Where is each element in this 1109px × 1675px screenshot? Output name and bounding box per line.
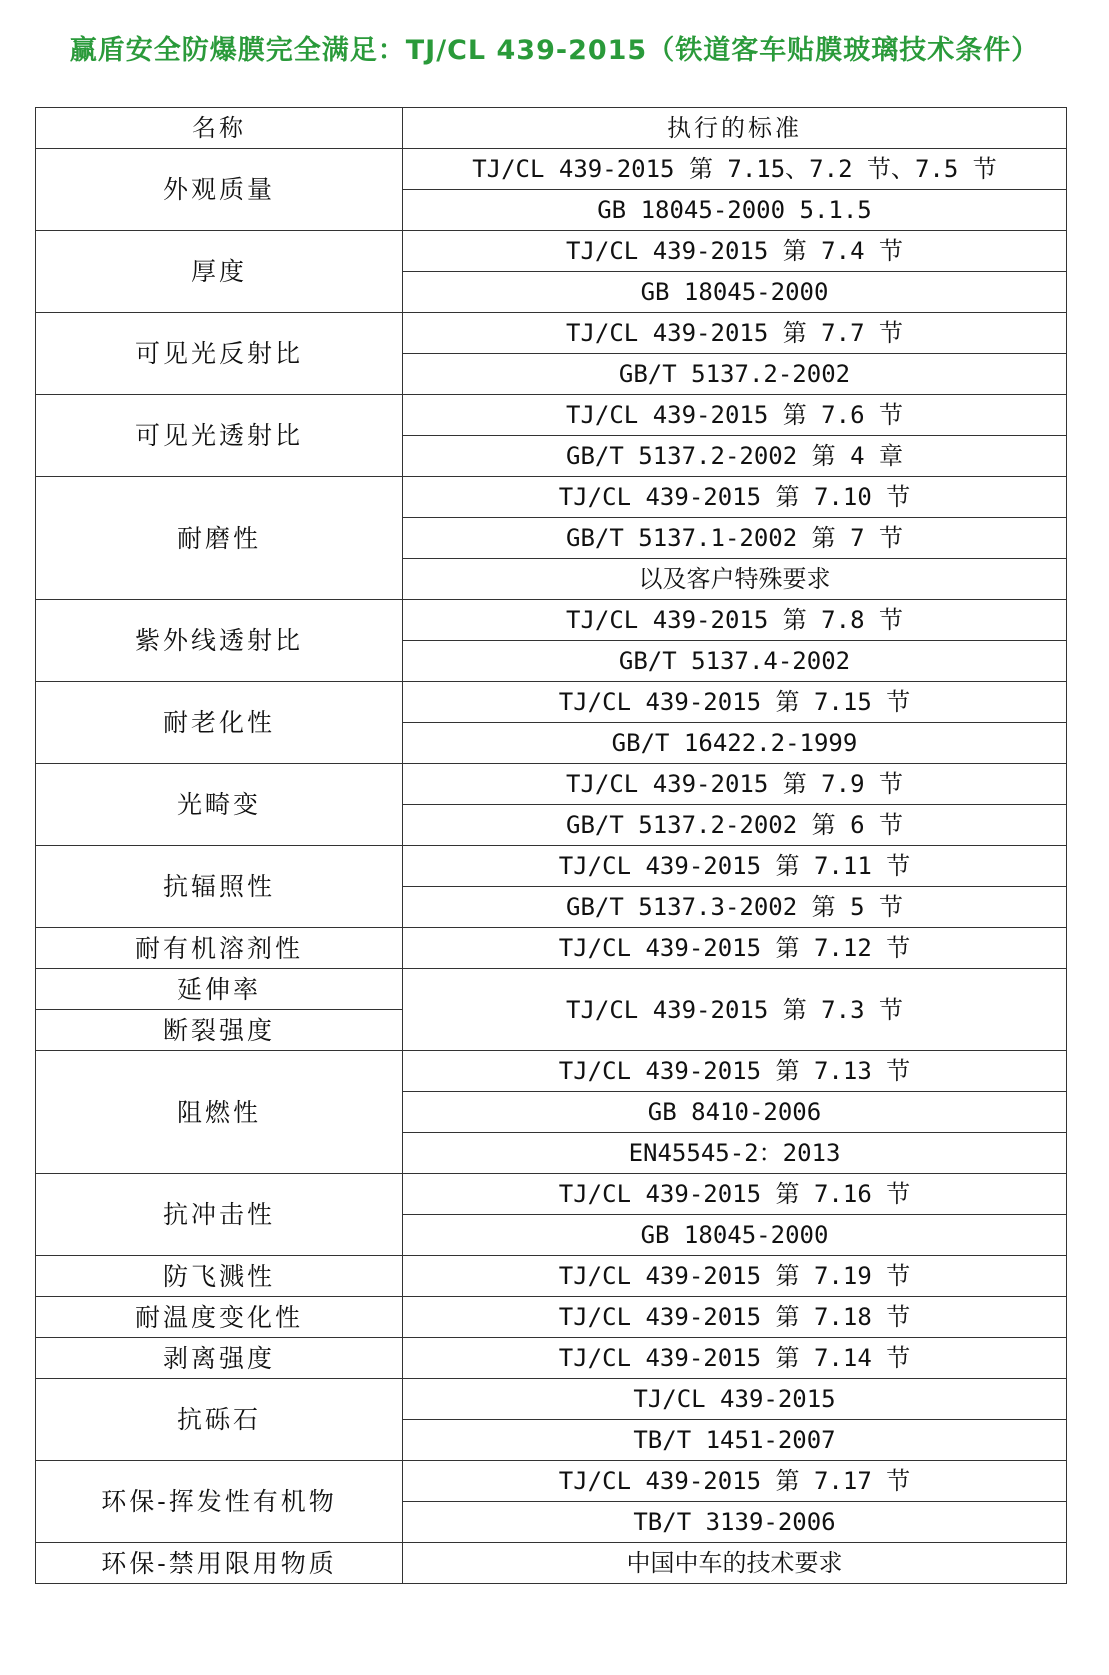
item-name: 剥离强度 — [36, 1338, 403, 1379]
table-row — [36, 1379, 1067, 1420]
item-name: 耐有机溶剂性 — [36, 928, 403, 969]
standards-table — [35, 107, 1067, 1584]
header-name: 名称 — [36, 108, 403, 149]
table-row — [36, 928, 1067, 969]
item-name: 光畸变 — [36, 764, 403, 846]
item-standard: TJ/CL 439-2015 第 7.16 节 — [403, 1174, 1067, 1215]
item-name: 阻燃性 — [36, 1051, 403, 1174]
table-row — [36, 1338, 1067, 1379]
item-standard: TJ/CL 439-2015 第 7.19 节 — [403, 1256, 1067, 1297]
table-row — [36, 1543, 1067, 1584]
item-name: 抗砾石 — [36, 1379, 403, 1461]
item-standard: TJ/CL 439-2015 第 7.9 节 — [403, 764, 1067, 805]
table-row — [36, 846, 1067, 887]
item-name: 厚度 — [36, 231, 403, 313]
table-row — [36, 969, 1067, 1010]
standards-table-body — [36, 108, 1067, 1584]
item-name: 环保-禁用限用物质 — [36, 1543, 403, 1584]
table-row — [36, 1297, 1067, 1338]
item-standard: TB/T 3139-2006 — [403, 1502, 1067, 1543]
table-row — [36, 395, 1067, 436]
item-name: 外观质量 — [36, 149, 403, 231]
item-standard: EN45545-2：2013 — [403, 1133, 1067, 1174]
item-name: 防飞溅性 — [36, 1256, 403, 1297]
item-standard: TJ/CL 439-2015 第 7.15 节 — [403, 682, 1067, 723]
table-row — [36, 313, 1067, 354]
item-standard: GB/T 5137.1-2002 第 7 节 — [403, 518, 1067, 559]
item-standard: GB/T 5137.2-2002 — [403, 354, 1067, 395]
table-row — [36, 682, 1067, 723]
item-standard: GB 8410-2006 — [403, 1092, 1067, 1133]
table-row — [36, 1461, 1067, 1502]
table-row — [36, 1051, 1067, 1092]
header-standard: 执行的标准 — [403, 108, 1067, 149]
item-name: 抗辐照性 — [36, 846, 403, 928]
item-standard: TJ/CL 439-2015 第 7.6 节 — [403, 395, 1067, 436]
item-name: 断裂强度 — [36, 1010, 403, 1051]
item-standard: TJ/CL 439-2015 第 7.8 节 — [403, 600, 1067, 641]
item-standard: TJ/CL 439-2015 第 7.4 节 — [403, 231, 1067, 272]
item-standard: TJ/CL 439-2015 第 7.14 节 — [403, 1338, 1067, 1379]
item-standard: TJ/CL 439-2015 第 7.15、7.2 节、7.5 节 — [403, 149, 1067, 190]
item-standard: TJ/CL 439-2015 第 7.17 节 — [403, 1461, 1067, 1502]
item-name: 可见光反射比 — [36, 313, 403, 395]
item-standard: GB/T 5137.3-2002 第 5 节 — [403, 887, 1067, 928]
item-name: 紫外线透射比 — [36, 600, 403, 682]
table-row — [36, 231, 1067, 272]
table-row — [36, 1256, 1067, 1297]
table-row — [36, 764, 1067, 805]
item-standard: TJ/CL 439-2015 第 7.13 节 — [403, 1051, 1067, 1092]
item-standard: TJ/CL 439-2015 第 7.3 节 — [403, 969, 1067, 1051]
item-standard: TJ/CL 439-2015 — [403, 1379, 1067, 1420]
item-name: 耐温度变化性 — [36, 1297, 403, 1338]
item-standard: GB/T 5137.4-2002 — [403, 641, 1067, 682]
item-name: 抗冲击性 — [36, 1174, 403, 1256]
item-standard: 中国中车的技术要求 — [403, 1543, 1067, 1584]
item-name: 可见光透射比 — [36, 395, 403, 477]
item-name: 耐老化性 — [36, 682, 403, 764]
item-standard: TB/T 1451-2007 — [403, 1420, 1067, 1461]
item-standard: TJ/CL 439-2015 第 7.12 节 — [403, 928, 1067, 969]
table-header-row — [36, 108, 1067, 149]
table-row — [36, 149, 1067, 190]
table-row — [36, 600, 1067, 641]
item-standard: TJ/CL 439-2015 第 7.10 节 — [403, 477, 1067, 518]
table-row — [36, 477, 1067, 518]
item-standard: GB 18045-2000 5.1.5 — [403, 190, 1067, 231]
document-title: 赢盾安全防爆膜完全满足：TJ/CL 439-2015（铁道客车贴膜玻璃技术条件） — [69, 35, 1040, 66]
item-name: 耐磨性 — [36, 477, 403, 600]
item-standard: TJ/CL 439-2015 第 7.7 节 — [403, 313, 1067, 354]
item-standard: GB 18045-2000 — [403, 1215, 1067, 1256]
table-row — [36, 1174, 1067, 1215]
item-name: 环保-挥发性有机物 — [36, 1461, 403, 1543]
item-standard: 以及客户特殊要求 — [403, 559, 1067, 600]
item-name: 延伸率 — [36, 969, 403, 1010]
item-standard: GB/T 5137.2-2002 第 4 章 — [403, 436, 1067, 477]
item-standard: GB 18045-2000 — [403, 272, 1067, 313]
item-standard: TJ/CL 439-2015 第 7.11 节 — [403, 846, 1067, 887]
item-standard: GB/T 16422.2-1999 — [403, 723, 1067, 764]
item-standard: GB/T 5137.2-2002 第 6 节 — [403, 805, 1067, 846]
item-standard: TJ/CL 439-2015 第 7.18 节 — [403, 1297, 1067, 1338]
